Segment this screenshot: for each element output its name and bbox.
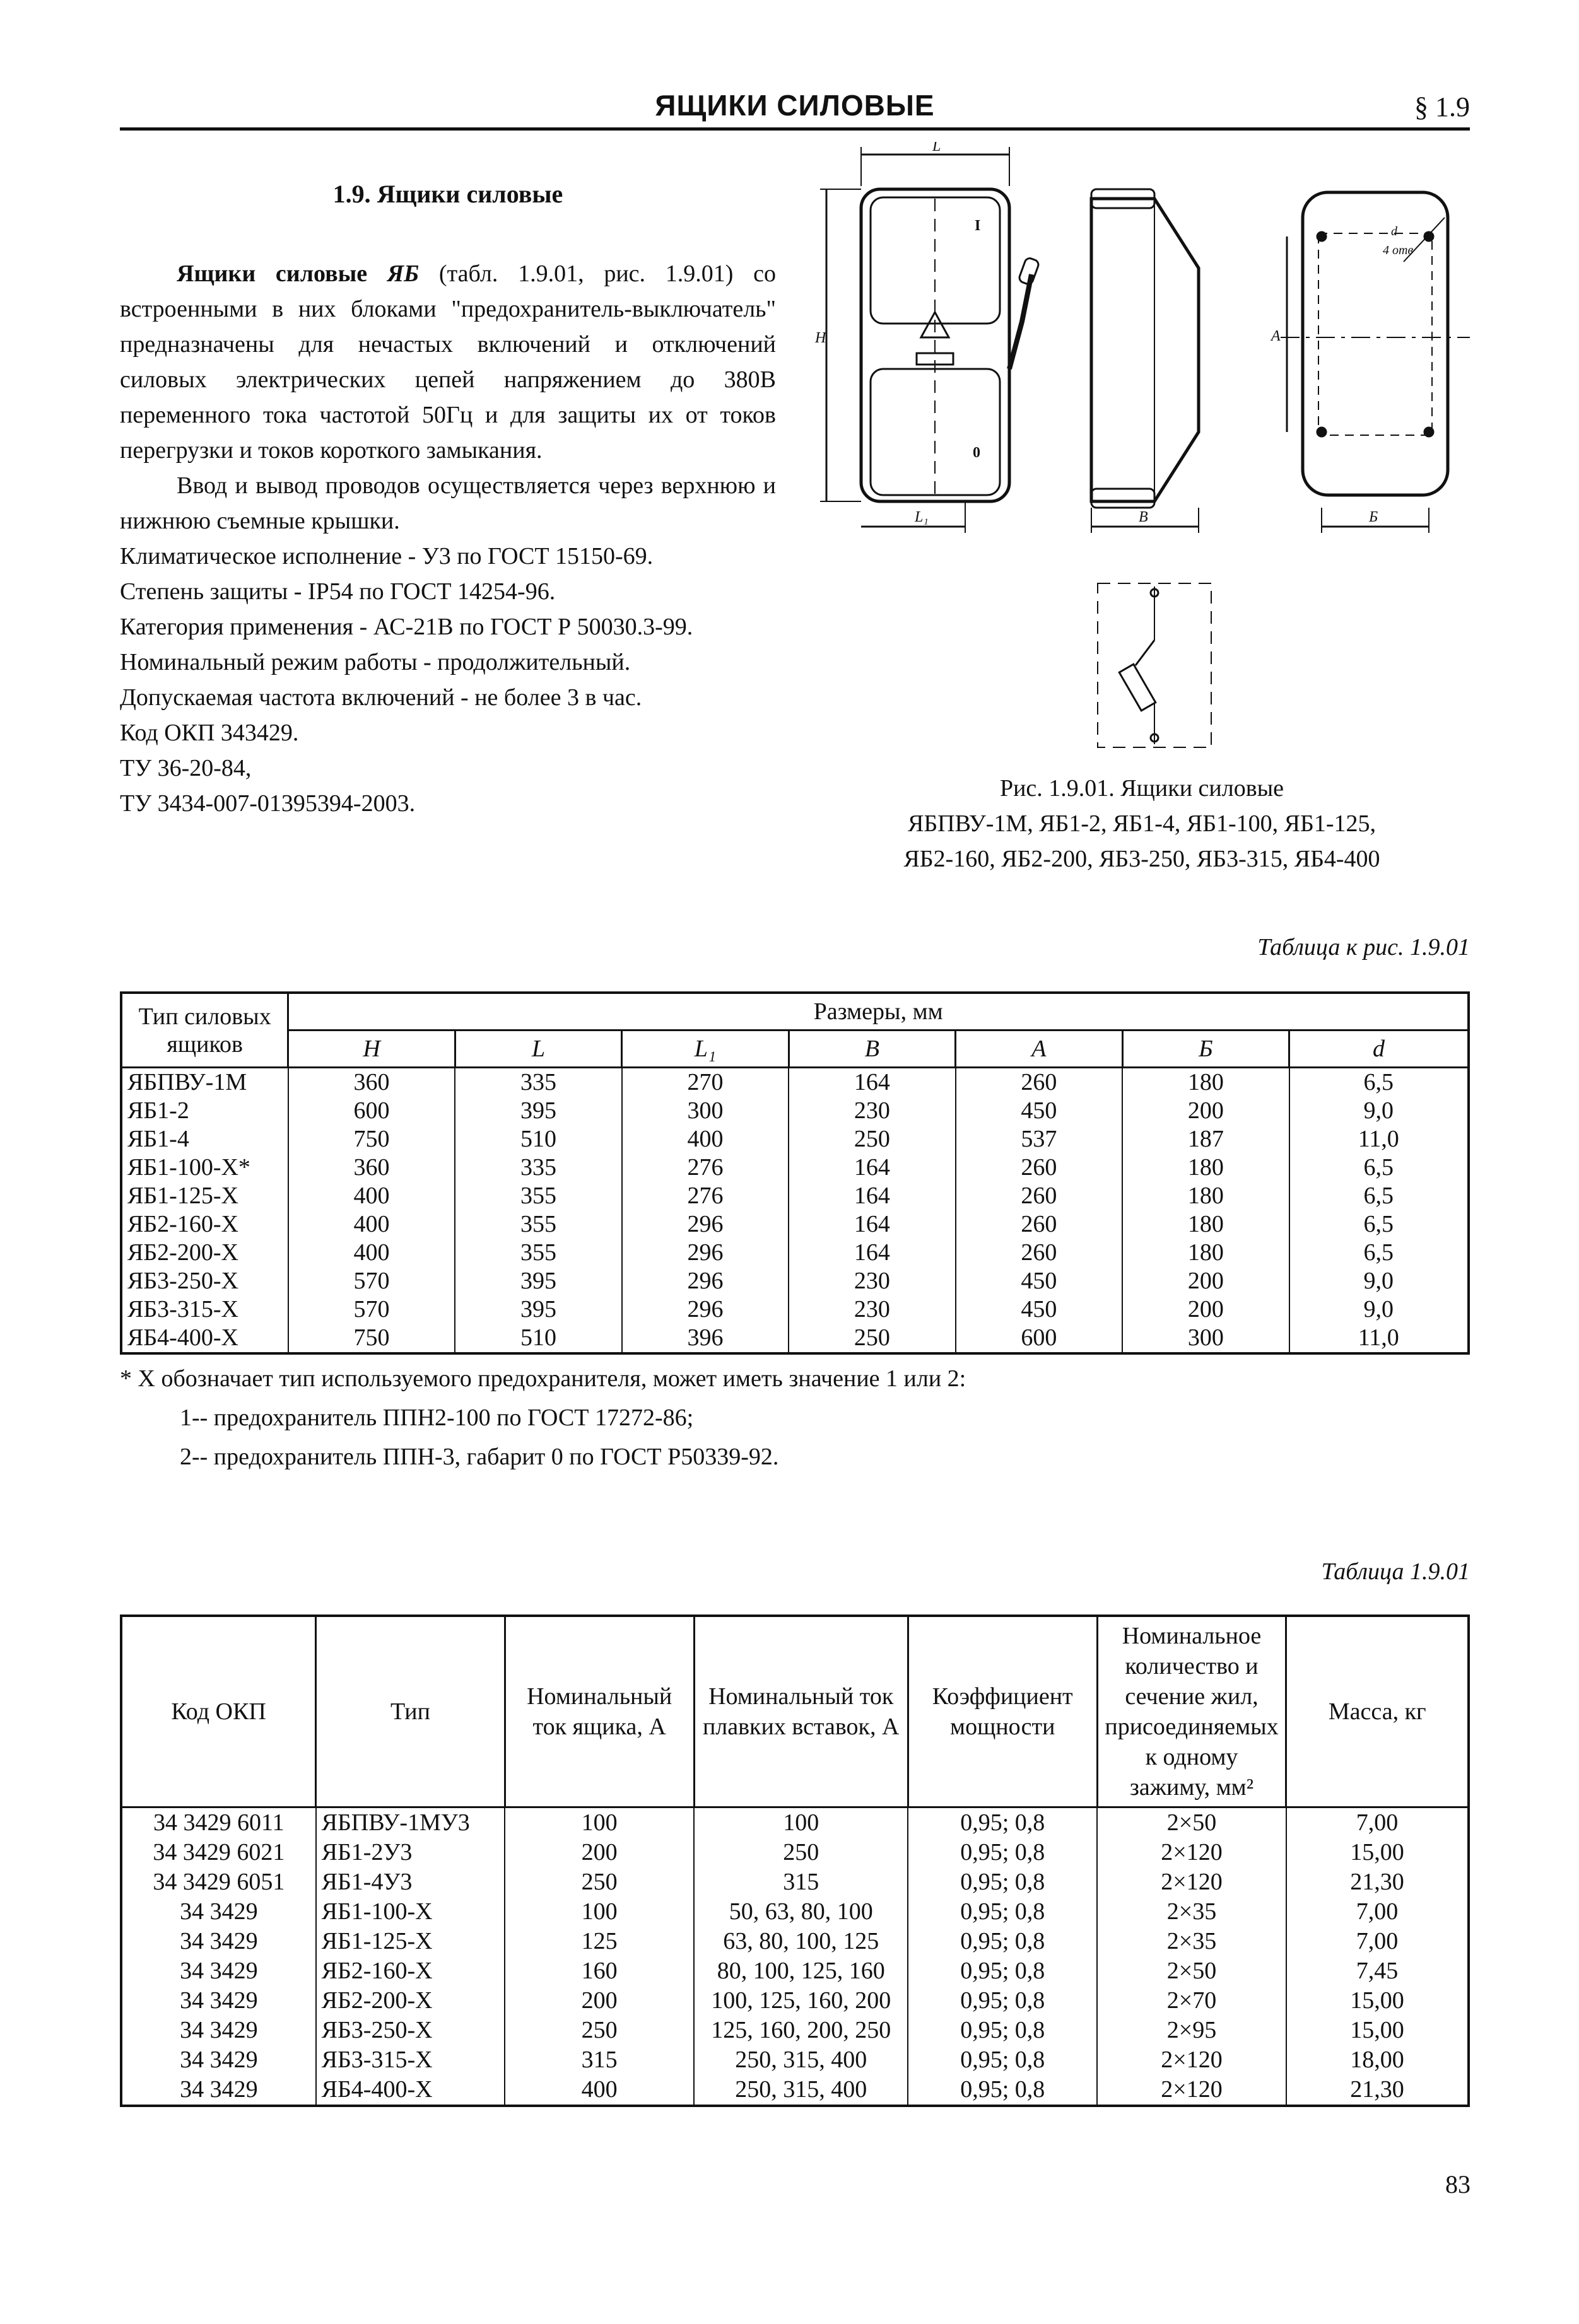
spec-cell: 125, 160, 200, 250 — [694, 2016, 908, 2045]
table-row — [121, 2045, 1469, 2075]
table-row — [121, 1807, 1469, 1838]
figure-caption-line-2: ЯБПВУ-1М, ЯБ1-2, ЯБ1-4, ЯБ1-100, ЯБ1-125, — [907, 810, 1376, 837]
footnote-main: * Х обозначает тип используемого предохранителя, может иметь значение 1 или 2: — [120, 1365, 966, 1392]
cell-dimension: 510 — [455, 1324, 621, 1353]
spec-cell: 34 3429 — [121, 2045, 316, 2075]
cell-dimension: 276 — [622, 1182, 789, 1210]
cell-dimension: 396 — [622, 1324, 789, 1353]
cell-dimension: 276 — [622, 1153, 789, 1182]
spec-cell: 2×120 — [1097, 1838, 1286, 1867]
figure-caption — [807, 771, 1476, 877]
spec-cell: 200 — [505, 1986, 694, 2016]
cell-dimension: 180 — [1122, 1210, 1289, 1239]
side-bottom-cover — [1091, 489, 1154, 508]
spec-cell: ЯБ1-100-Х — [316, 1897, 505, 1927]
cell-type: ЯБ4-400-Х — [121, 1324, 288, 1353]
table-row — [121, 1295, 1469, 1324]
spec-cell: 34 3429 — [121, 1956, 316, 1986]
rear-mount-frame — [1318, 233, 1432, 435]
cell-dimension: 400 — [288, 1210, 455, 1239]
cell-dimension: 296 — [622, 1295, 789, 1324]
table-row — [121, 1986, 1469, 2016]
cell-dimension: 180 — [1122, 1153, 1289, 1182]
switch-contact — [1136, 640, 1154, 665]
table-row — [121, 1897, 1469, 1927]
cell-dimension: 9,0 — [1289, 1097, 1469, 1125]
handle-lever — [1009, 274, 1031, 369]
cell-dimension: 400 — [288, 1239, 455, 1267]
table-row — [121, 1867, 1469, 1897]
spec-cell: ЯБ1-125-Х — [316, 1927, 505, 1956]
cell-dimension: 164 — [789, 1153, 955, 1182]
spec-cell: 21,30 — [1286, 2075, 1469, 2106]
cell-type: ЯБ3-315-Х — [121, 1295, 288, 1324]
spec-cell: 15,00 — [1286, 1838, 1469, 1867]
cell-dimension: 395 — [455, 1295, 621, 1324]
spec-cell: 18,00 — [1286, 2045, 1469, 2075]
spec-cell: 100 — [505, 1897, 694, 1927]
footnote-item-1: 1-- предохранитель ППН2-100 по ГОСТ 17272-86; — [180, 1404, 694, 1431]
cell-dimension: 570 — [288, 1267, 455, 1295]
spec-cell: 34 3429 6051 — [121, 1867, 316, 1897]
table-row — [121, 1324, 1469, 1353]
dim-label-l: L — [932, 142, 941, 155]
spec-cell: ЯБ1-4У3 — [316, 1867, 505, 1897]
table-row — [121, 2016, 1469, 2045]
cell-dimension: 11,0 — [1289, 1324, 1469, 1353]
cell-dimension: 260 — [956, 1239, 1122, 1267]
table1-footnote — [120, 1359, 1470, 1476]
spec-cell: 2×35 — [1097, 1897, 1286, 1927]
spec-cell: 2×95 — [1097, 2016, 1286, 2045]
spec-cell: 0,95; 0,8 — [908, 1986, 1097, 2016]
header-dim-5: Б — [1122, 1031, 1289, 1068]
dim-label-l1: L₁ — [915, 509, 929, 525]
spec-cell: 7,00 — [1286, 1927, 1469, 1956]
cell-dimension: 335 — [455, 1153, 621, 1182]
cell-dimension: 400 — [288, 1182, 455, 1210]
spec-cell: ЯБПВУ-1МУ3 — [316, 1807, 505, 1838]
spec-cell: 0,95; 0,8 — [908, 1897, 1097, 1927]
cell-dimension: 180 — [1122, 1068, 1289, 1097]
table-row — [121, 1838, 1469, 1867]
spec-header-3: Номинальный ток плавких вставок, А — [694, 1616, 908, 1807]
cell-dimension: 450 — [956, 1097, 1122, 1125]
spec-cell: 34 3429 — [121, 1897, 316, 1927]
mount-hole-1 — [1317, 232, 1326, 241]
cell-dimension: 296 — [622, 1239, 789, 1267]
fuse-symbol — [1119, 664, 1156, 711]
spec-cell: ЯБ3-315-Х — [316, 2045, 505, 2075]
spec-cell: 125 — [505, 1927, 694, 1956]
cell-dimension: 187 — [1122, 1125, 1289, 1153]
dim-label-d: d — [1391, 225, 1397, 238]
circuit-schematic — [1098, 583, 1211, 747]
cell-dimension: 260 — [956, 1153, 1122, 1182]
cell-dimension: 164 — [789, 1068, 955, 1097]
spec-cell: ЯБ2-160-Х — [316, 1956, 505, 1986]
cell-dimension: 6,5 — [1289, 1210, 1469, 1239]
spec-header-2: Номинальный ток ящика, А — [505, 1616, 694, 1807]
spec-cell: 2×50 — [1097, 1807, 1286, 1838]
cell-dimension: 11,0 — [1289, 1125, 1469, 1153]
spec-cell: 315 — [505, 2045, 694, 2075]
header-type: Тип силовых ящиков — [121, 993, 288, 1068]
spec-cell: 34 3429 6011 — [121, 1807, 316, 1838]
spec-header-5: Номинальное количество и сечение жил, присоединяемых к одному зажиму, мм² — [1097, 1616, 1286, 1807]
spec-cell: 2×120 — [1097, 2045, 1286, 2075]
table-row — [121, 1068, 1469, 1097]
spec-cell: 50, 63, 80, 100 — [694, 1897, 908, 1927]
cell-dimension: 200 — [1122, 1097, 1289, 1125]
cell-dimension: 400 — [622, 1125, 789, 1153]
rear-view — [1270, 192, 1470, 533]
cell-dimension: 164 — [789, 1239, 955, 1267]
intro-series: ЯБ — [387, 260, 420, 287]
spec-header-6: Масса, кг — [1286, 1616, 1469, 1807]
spec-cell: 250 — [505, 1867, 694, 1897]
cell-dimension: 180 — [1122, 1182, 1289, 1210]
figure-caption-line-1: Рис. 1.9.01. Ящики силовые — [999, 775, 1284, 802]
cell-dimension: 300 — [622, 1097, 789, 1125]
header-dim-1: L — [455, 1031, 621, 1068]
spec-cell: 34 3429 — [121, 1927, 316, 1956]
tu-line-2: ТУ 3434-007-01395394-2003. — [120, 790, 416, 817]
cell-dimension: 9,0 — [1289, 1267, 1469, 1295]
spec-cell: 200 — [505, 1838, 694, 1867]
cell-dimension: 6,5 — [1289, 1153, 1469, 1182]
spec-cell: 21,30 — [1286, 1867, 1469, 1897]
dim-label-a: A — [1271, 328, 1281, 344]
cell-dimension: 6,5 — [1289, 1239, 1469, 1267]
cell-dimension: 164 — [789, 1182, 955, 1210]
spec-cell: 80, 100, 125, 160 — [694, 1956, 908, 1986]
running-head — [120, 88, 1470, 130]
cell-type: ЯБ2-160-Х — [121, 1210, 288, 1239]
cell-dimension: 355 — [455, 1239, 621, 1267]
cell-dimension: 296 — [622, 1210, 789, 1239]
header-dim-6: d — [1289, 1031, 1469, 1068]
cell-dimension: 600 — [288, 1097, 455, 1125]
table-row — [121, 1210, 1469, 1239]
cell-dimension: 250 — [789, 1324, 955, 1353]
cell-type: ЯБ2-200-Х — [121, 1239, 288, 1267]
cell-dimension: 180 — [1122, 1239, 1289, 1267]
table-row — [121, 2075, 1469, 2106]
intro-bold: Ящики силовые — [177, 260, 368, 287]
dim-label-b-ru: Б — [1369, 509, 1378, 525]
cell-dimension: 250 — [789, 1125, 955, 1153]
cell-dimension: 230 — [789, 1267, 955, 1295]
cell-dimension: 230 — [789, 1295, 955, 1324]
spec-cell: 100 — [505, 1807, 694, 1838]
cell-dimension: 270 — [622, 1068, 789, 1097]
figure-caption-line-3: ЯБ2-160, ЯБ2-200, ЯБ3-250, ЯБ3-315, ЯБ4-400 — [903, 846, 1380, 872]
front-view — [814, 142, 1040, 533]
table-row — [121, 1956, 1469, 1986]
climate-line: Климатическое исполнение - У3 по ГОСТ 15150-69. — [120, 543, 654, 569]
cell-dimension: 335 — [455, 1068, 621, 1097]
mode-line: Номинальный режим работы - продолжительный. — [120, 649, 631, 675]
spec-cell: 160 — [505, 1956, 694, 1986]
okp-line: Код ОКП 343429. — [120, 720, 299, 746]
holes-note: 4 отв — [1383, 243, 1414, 257]
section-number: § 1.9 — [1414, 91, 1470, 122]
spec-cell: 15,00 — [1286, 1986, 1469, 2016]
cell-type: ЯБ3-250-Х — [121, 1267, 288, 1295]
cell-dimension: 510 — [455, 1125, 621, 1153]
spec-cell: 7,00 — [1286, 1807, 1469, 1838]
cell-type: ЯБ1-125-Х — [121, 1182, 288, 1210]
wiring-paragraph: Ввод и вывод проводов осуществляется через верхнюю и нижнюю съемные крышки. — [120, 472, 776, 534]
spec-cell: 34 3429 — [121, 1986, 316, 2016]
cell-dimension: 6,5 — [1289, 1068, 1469, 1097]
table-row — [121, 1097, 1469, 1125]
spec-cell: 250 — [694, 1838, 908, 1867]
table-row — [121, 1125, 1469, 1153]
spec-cell: 0,95; 0,8 — [908, 1956, 1097, 1986]
article-heading: 1.9. Ящики силовые — [332, 180, 563, 208]
cell-dimension: 200 — [1122, 1267, 1289, 1295]
spec-cell: 315 — [694, 1867, 908, 1897]
spec-cell: 34 3429 — [121, 2075, 316, 2106]
cell-dimension: 360 — [288, 1068, 455, 1097]
mount-hole-3 — [1317, 428, 1326, 436]
cell-dimension: 9,0 — [1289, 1295, 1469, 1324]
spec-cell: 100 — [694, 1807, 908, 1838]
side-view — [1091, 189, 1199, 533]
mount-hole-4 — [1424, 428, 1433, 436]
cell-dimension: 750 — [288, 1324, 455, 1353]
spec-cell: 0,95; 0,8 — [908, 2075, 1097, 2106]
box-drawing-svg — [814, 142, 1476, 773]
cell-dimension: 450 — [956, 1295, 1122, 1324]
spec-cell: 2×120 — [1097, 1867, 1286, 1897]
spec-cell: 2×35 — [1097, 1927, 1286, 1956]
table-row — [121, 1182, 1469, 1210]
spec-cell: 63, 80, 100, 125 — [694, 1927, 908, 1956]
spec-cell: 34 3429 6021 — [121, 1838, 316, 1867]
header-dim-2: L₁ — [622, 1031, 789, 1068]
spec-cell: 0,95; 0,8 — [908, 1838, 1097, 1867]
spec-cell: 7,00 — [1286, 1897, 1469, 1927]
cell-dimension: 395 — [455, 1267, 621, 1295]
cell-dimension: 600 — [956, 1324, 1122, 1353]
label-on: I — [975, 218, 981, 234]
running-head-title: ЯЩИКИ СИЛОВЫЕ — [655, 89, 935, 122]
header-rule — [120, 127, 1470, 131]
cell-dimension: 537 — [956, 1125, 1122, 1153]
cell-type: ЯБПВУ-1М — [121, 1068, 288, 1097]
cell-dimension: 296 — [622, 1267, 789, 1295]
header-dim-4: A — [956, 1031, 1122, 1068]
dim-label-b: B — [1139, 509, 1148, 525]
spec-header-1: Тип — [316, 1616, 505, 1807]
spec-cell: 2×120 — [1097, 2075, 1286, 2106]
table2-caption: Таблица 1.9.01 — [1321, 1558, 1470, 1585]
header-dim-0: H — [288, 1031, 455, 1068]
spec-cell: 0,95; 0,8 — [908, 2045, 1097, 2075]
spec-header-4: Коэффициент мощности — [908, 1616, 1097, 1807]
cell-dimension: 395 — [455, 1097, 621, 1125]
cell-dimension: 260 — [956, 1068, 1122, 1097]
table-row — [121, 1153, 1469, 1182]
spec-cell: 0,95; 0,8 — [908, 2016, 1097, 2045]
tu-line-1: ТУ 36-20-84, — [120, 755, 252, 781]
cell-dimension: 164 — [789, 1210, 955, 1239]
spec-cell: 15,00 — [1286, 2016, 1469, 2045]
spec-header-0: Код ОКП — [121, 1616, 316, 1807]
frequency-line: Допускаемая частота включений - не более 3 в час. — [120, 684, 642, 711]
cell-dimension: 355 — [455, 1210, 621, 1239]
cell-dimension: 260 — [956, 1210, 1122, 1239]
spec-cell: ЯБ1-2У3 — [316, 1838, 505, 1867]
spec-cell: 0,95; 0,8 — [908, 1807, 1097, 1838]
specifications-table — [120, 1615, 1470, 2107]
cell-type: ЯБ1-4 — [121, 1125, 288, 1153]
article-text — [120, 177, 776, 821]
spec-cell: ЯБ2-200-Х — [316, 1986, 505, 2016]
spec-cell: 0,95; 0,8 — [908, 1867, 1097, 1897]
spec-cell: 250, 315, 400 — [694, 2045, 908, 2075]
intro-paragraph — [120, 256, 776, 468]
spec-cell: 250 — [505, 2016, 694, 2045]
table1-caption: Таблица к рис. 1.9.01 — [1257, 934, 1470, 961]
spec-cell: ЯБ3-250-Х — [316, 2016, 505, 2045]
footnote-item-2: 2-- предохранитель ППН-3, габарит 0 по ГОСТ Р50339-92. — [180, 1444, 779, 1470]
label-off: 0 — [973, 445, 980, 461]
cell-dimension: 355 — [455, 1182, 621, 1210]
mount-hole-2 — [1424, 232, 1433, 241]
cell-dimension: 750 — [288, 1125, 455, 1153]
spec-cell: 2×70 — [1097, 1986, 1286, 2016]
header-dimensions-group: Размеры, мм — [288, 993, 1469, 1031]
table-row — [121, 1239, 1469, 1267]
cell-dimension: 450 — [956, 1267, 1122, 1295]
cell-type: ЯБ1-2 — [121, 1097, 288, 1125]
cell-dimension: 260 — [956, 1182, 1122, 1210]
dim-label-h: H — [815, 330, 826, 346]
table-row — [121, 1267, 1469, 1295]
spec-cell: 250, 315, 400 — [694, 2075, 908, 2106]
spec-cell: 34 3429 — [121, 2016, 316, 2045]
table-row — [121, 1927, 1469, 1956]
page-number: 83 — [1445, 2170, 1470, 2198]
cell-dimension: 200 — [1122, 1295, 1289, 1324]
spec-cell: ЯБ4-400-Х — [316, 2075, 505, 2106]
header-dim-3: B — [789, 1031, 955, 1068]
cell-dimension: 6,5 — [1289, 1182, 1469, 1210]
cell-dimension: 360 — [288, 1153, 455, 1182]
dimensions-table — [120, 991, 1470, 1355]
spec-cell: 7,45 — [1286, 1956, 1469, 1986]
cell-type: ЯБ1-100-Х* — [121, 1153, 288, 1182]
intro-rest: (табл. 1.9.01, рис. 1.9.01) со встроенными в них блоками "предохранитель-выключатель" предназначены для нечастых включений и отключений силовых электрических цепей напряжением до 380В переменного тока частотой 50Гц и для защиты их от токов перегрузки и токов короткого замыкания. — [120, 260, 777, 464]
spec-cell: 0,95; 0,8 — [908, 1927, 1097, 1956]
protection-line: Степень защиты - IP54 по ГОСТ 14254-96. — [120, 578, 556, 605]
spec-cell: 400 — [505, 2075, 694, 2106]
spec-cell: 100, 125, 160, 200 — [694, 1986, 908, 2016]
side-body — [1091, 199, 1199, 501]
spec-cell: 2×50 — [1097, 1956, 1286, 1986]
cell-dimension: 570 — [288, 1295, 455, 1324]
cell-dimension: 300 — [1122, 1324, 1289, 1353]
cell-dimension: 230 — [789, 1097, 955, 1125]
category-line: Категория применения - АС-21В по ГОСТ Р 50030.3-99. — [120, 614, 693, 640]
